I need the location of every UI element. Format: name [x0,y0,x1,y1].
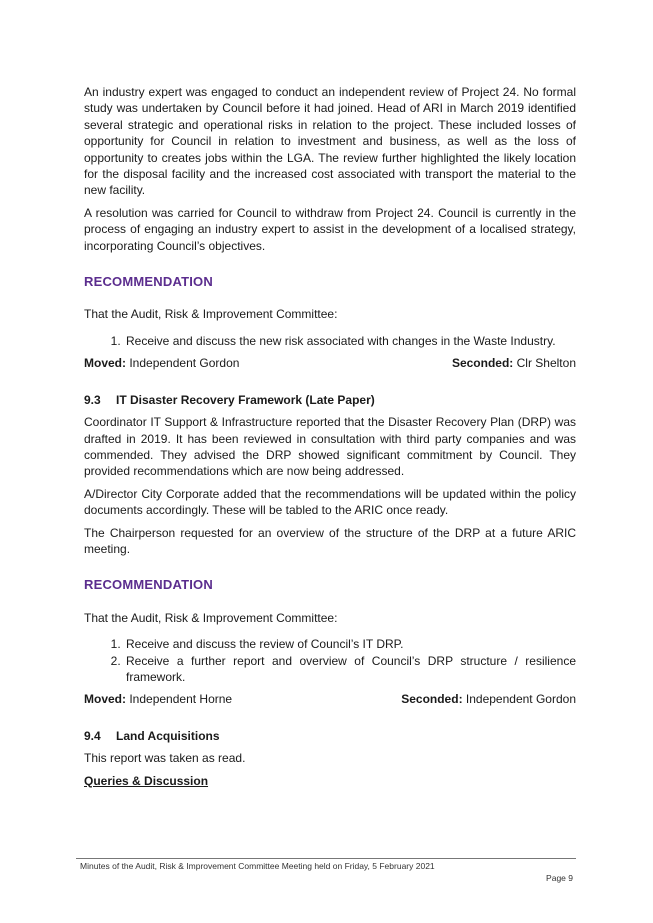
recommendation-item: 1. Receive and discuss the review of Council’s IT DRP. [124,636,576,652]
section-number: 9.3 [84,392,101,407]
moved-by: Moved: Independent Gordon [84,356,240,371]
section-title: IT Disaster Recovery Framework (Late Paper) [116,392,375,407]
recommendation-intro-1: That the Audit, Risk & Improvement Committee: [84,307,338,322]
paragraph-drp-chairperson: The Chairperson requested for an overview of the structure of the DRP at a future ARIC meeting. [84,525,576,556]
recommendation-heading-2: RECOMMENDATION [84,577,213,593]
section-number: 9.4 [84,728,101,743]
queries-discussion-subheading: Queries & Discussion [84,773,209,788]
section-title: Land Acquisitions [116,728,220,743]
footer-divider [76,858,576,859]
moved-seconded-row-2 [84,691,576,707]
page-number: Page 9 [546,873,573,883]
paragraph-drp-recommendations: A/Director City Corporate added that the recommendations will be updated within the policy documents accordingly. These will be tabled to the ARIC once ready. [84,486,576,518]
paragraph-project-24-withdrawal: A resolution was carried for Council to withdraw from Project 24. Council is currently in the process of engaging an industry expert to assist in the development of a localised strategy, incorporating Council’s objectives. [84,205,576,253]
recommendation-list-2 [84,636,576,685]
recommendation-item: 2. Receive a further report and overview of Council’s DRP structure / resilience framework. [124,653,576,686]
seconded-by: Seconded: Clr Shelton [451,356,576,371]
paragraph-land-acquisitions: This report was taken as read. [84,751,246,766]
section-heading-9-4 [84,728,576,744]
recommendation-heading-1: RECOMMENDATION [84,274,213,290]
seconded-by: Seconded: Independent Gordon [401,692,576,707]
paragraph-drp-report: Coordinator IT Support & Infrastructure reported that the Disaster Recovery Plan (DRP) was drafted in 2019. It has been reviewed in consultation with third party companies and was commended. They advised the DRP showed significant commitment by Council. They provided recommendations which are now being addressed. [84,415,576,479]
page-content [84,84,576,789]
moved-seconded-row-1 [84,355,576,371]
recommendation-intro-2: That the Audit, Risk & Improvement Committee: [84,610,338,625]
recommendation-list-1 [84,333,576,349]
section-heading-9-3 [84,392,576,408]
paragraph-project-24-review: An industry expert was engaged to conduct an independent review of Project 24. No formal study was undertaken by Council before it had joined. Head of ARI in March 2019 identified several strategic and operational risks in relation to the project. These included losses of opportunity for Council in relation to investment and business, as well as the loss of opportunity to creates jobs within the LGA. The review further highlighted the likely location for the disposal facility and the increased cost associated with transport the material to the new facility. [84,85,576,198]
moved-by: Moved: Independent Horne [84,692,233,707]
recommendation-item: 1. Receive and discuss the new risk associated with changes in the Waste Industry. [124,333,576,349]
footer-meeting-title: Minutes of the Audit, Risk & Improvement Committee Meeting held on Friday, 5 February 2021 [80,861,435,871]
